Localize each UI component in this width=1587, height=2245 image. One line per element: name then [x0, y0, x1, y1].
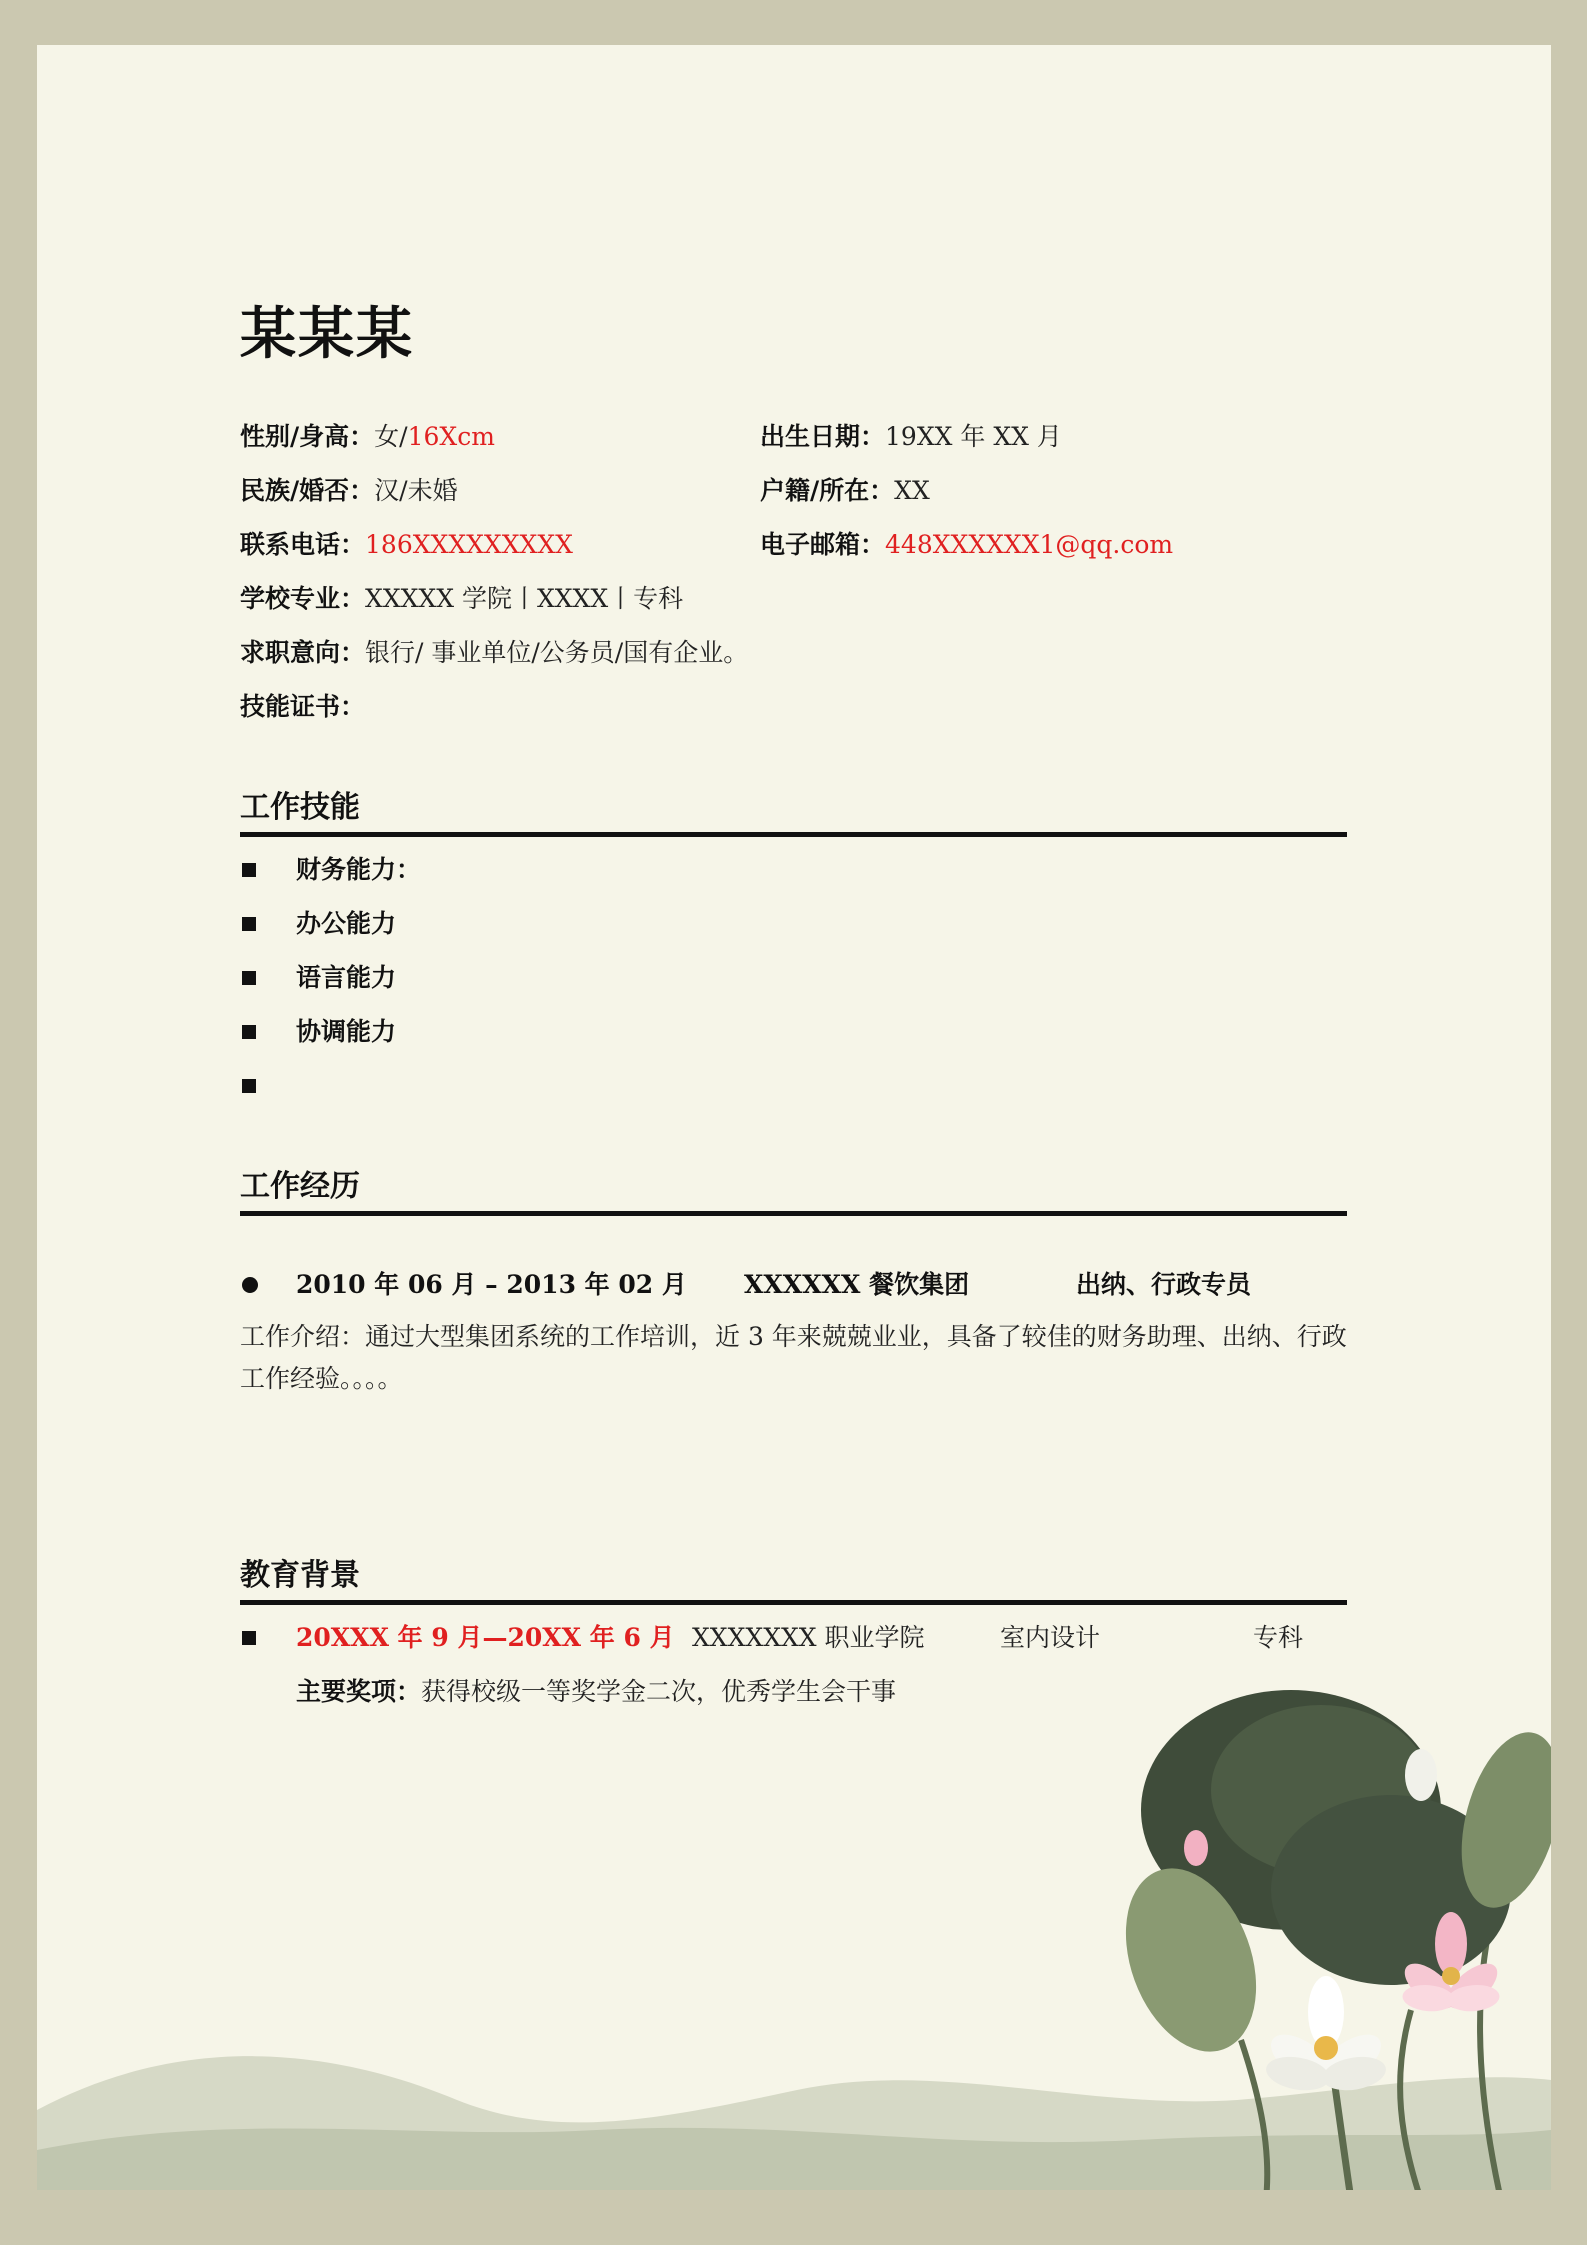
list-item — [240, 1059, 1347, 1113]
school-value: XXXXX 学院丨XXXX丨专科 — [365, 584, 684, 613]
skills-section — [240, 782, 1347, 1113]
resume-page — [37, 45, 1551, 2190]
square-bullet-icon — [242, 1025, 256, 1039]
info-row — [240, 464, 1347, 518]
education-title: 教育背景 — [240, 1550, 1347, 1605]
info-row — [240, 518, 1347, 572]
gender-label: 性别/身高： — [240, 422, 375, 451]
intent-value: 银行/ 事业单位/公务员/国有企业。 — [365, 638, 749, 667]
phone-value: 186XXXXXXXXX — [365, 530, 573, 559]
lotus-painting-decoration — [1091, 1680, 1551, 2190]
cert-label: 技能证书： — [240, 692, 366, 721]
gender-value: 女/ — [374, 422, 408, 451]
info-row — [240, 626, 1347, 680]
birth-value: 19XX 年 XX 月 — [885, 422, 1062, 451]
ethnic-label: 民族/婚否： — [240, 476, 375, 505]
skill-label: 财务能力： — [296, 855, 422, 884]
work-position: 出纳、行政专员 — [1076, 1270, 1252, 1299]
awards-label: 主要奖项： — [296, 1677, 422, 1706]
skill-label: 办公能力 — [296, 909, 397, 938]
phone-label: 联系电话： — [240, 530, 366, 559]
work-title: 工作经历 — [240, 1161, 1347, 1216]
info-row — [240, 572, 1347, 626]
square-bullet-icon — [242, 863, 256, 877]
email-value: 448XXXXXX1@qq.com — [885, 530, 1174, 559]
education-entry — [240, 1611, 1347, 1665]
list-item — [240, 843, 1347, 897]
list-item — [240, 951, 1347, 1005]
personal-info — [240, 410, 1347, 734]
list-item — [240, 897, 1347, 951]
applicant-name: 某某某 — [240, 302, 414, 367]
info-row — [240, 680, 1347, 734]
round-bullet-icon — [242, 1277, 258, 1293]
skill-label: 语言能力 — [296, 963, 397, 992]
education-awards — [240, 1665, 1347, 1719]
work-company: XXXXXX 餐饮集团 — [744, 1270, 970, 1299]
work-section — [240, 1161, 1347, 1400]
education-period: 20XXX 年 9 月—20XX 年 6 月 — [296, 1623, 675, 1652]
birth-label: 出生日期： — [760, 422, 886, 451]
education-degree: 专科 — [1253, 1623, 1304, 1652]
ethnic-value: 汉/未婚 — [374, 476, 458, 505]
square-bullet-icon — [242, 1079, 256, 1093]
email-label: 电子邮箱： — [760, 530, 886, 559]
work-entry — [240, 1258, 1347, 1312]
education-section — [240, 1550, 1347, 1719]
list-item — [240, 1005, 1347, 1059]
info-row — [240, 410, 1347, 464]
skill-label: 协调能力 — [296, 1017, 397, 1046]
square-bullet-icon — [242, 971, 256, 985]
work-description: 工作介绍：通过大型集团系统的工作培训，近 3 年来兢兢业业，具备了较佳的财务助理、出纳、行政工作经验。。。。 — [240, 1322, 1347, 1393]
skills-title: 工作技能 — [240, 782, 1347, 837]
school-label: 学校专业： — [240, 584, 366, 613]
awards-value: 获得校级一等奖学金二次，优秀学生会干事 — [421, 1677, 897, 1706]
intent-label: 求职意向： — [240, 638, 366, 667]
hukou-label: 户籍/所在： — [760, 476, 895, 505]
education-school: XXXXXXX 职业学院 — [692, 1623, 925, 1652]
education-major: 室内设计 — [1000, 1623, 1101, 1652]
work-period: 2010 年 06 月 – 2013 年 02 月 — [296, 1270, 687, 1299]
hukou-value: XX — [894, 476, 930, 505]
square-bullet-icon — [242, 1631, 256, 1645]
height-value: 16Xcm — [407, 422, 495, 451]
square-bullet-icon — [242, 917, 256, 931]
